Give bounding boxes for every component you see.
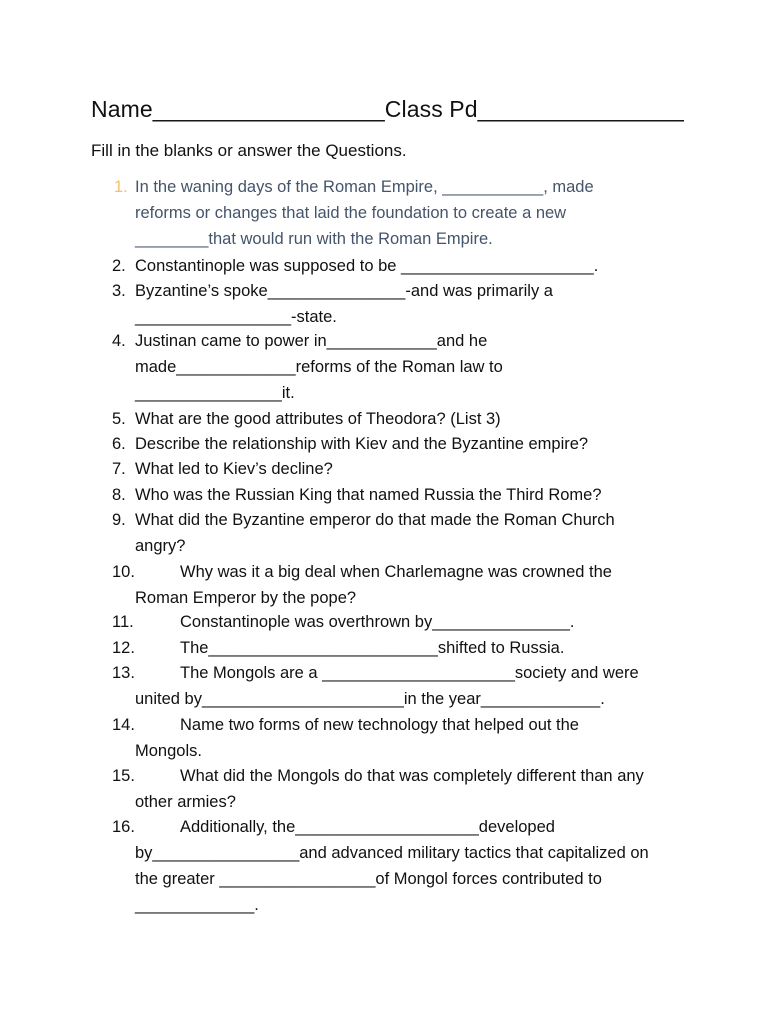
- question-text: Constantinople was supposed to be _____________________.: [135, 257, 599, 275]
- question-number: 2.: [112, 257, 126, 275]
- question-number: 12.: [112, 639, 135, 657]
- question-text: Roman Emperor by the pope?: [135, 589, 357, 607]
- question-number: 14.: [112, 716, 135, 734]
- question-text: Who was the Russian King that named Russia the Third Rome?: [135, 486, 602, 504]
- question-text: What did the Byzantine emperor do that made the Roman Church: [135, 511, 615, 529]
- question-text: The_________________________shifted to Russia.: [180, 639, 565, 657]
- question-text: What did the Mongols do that was completely different than any: [180, 767, 644, 785]
- question-text: What led to Kiev’s decline?: [135, 460, 333, 478]
- question-text: angry?: [135, 537, 186, 555]
- question-number: 3.: [112, 282, 126, 300]
- question-text: The Mongols are a _____________________society and were: [180, 664, 639, 682]
- question-number: 1.: [114, 178, 128, 196]
- question-number: 13.: [112, 664, 135, 682]
- question-text: united by______________________in the year_____________.: [135, 690, 605, 708]
- question-number: 7.: [112, 460, 126, 478]
- question-text: the greater _________________of Mongol forces contributed to: [135, 870, 602, 888]
- question-text: What are the good attributes of Theodora? (List 3): [135, 410, 501, 428]
- question-text: _________________-state.: [135, 308, 337, 326]
- question-number: 5.: [112, 410, 126, 428]
- question-text: Byzantine’s spoke_______________-and was primarily a: [135, 282, 553, 300]
- question-number: 15.: [112, 767, 135, 785]
- question-number: 9.: [112, 511, 126, 529]
- question-number: 4.: [112, 332, 126, 350]
- question-number: 6.: [112, 435, 126, 453]
- question-text: made_____________reforms of the Roman law to: [135, 358, 503, 376]
- question-text: Why was it a big deal when Charlemagne was crowned the: [180, 563, 612, 581]
- question-text: Name two forms of new technology that helped out the: [180, 716, 579, 734]
- name-class-heading: Name__________________Class Pd________________: [91, 96, 684, 122]
- question-text: Justinan came to power in____________and he: [135, 332, 488, 350]
- question-text: Additionally, the____________________developed: [180, 818, 555, 836]
- question-number: 11.: [112, 613, 134, 631]
- question-number: 16.: [112, 818, 135, 836]
- question-text: In the waning days of the Roman Empire, ___________, made: [135, 178, 594, 196]
- question-text: reforms or changes that laid the foundation to create a new: [135, 204, 567, 222]
- question-text: other armies?: [135, 793, 236, 811]
- question-text: Mongols.: [135, 742, 202, 760]
- question-text: Describe the relationship with Kiev and the Byzantine empire?: [135, 435, 589, 453]
- question-text: ________that would run with the Roman Empire.: [135, 230, 493, 248]
- question-text: _____________.: [135, 896, 259, 914]
- question-text: by________________and advanced military tactics that capitalized on: [135, 844, 649, 862]
- question-number: 8.: [112, 486, 126, 504]
- question-text: Constantinople was overthrown by_______________.: [180, 613, 575, 631]
- instructions: Fill in the blanks or answer the Questions.: [91, 141, 407, 160]
- question-text: ________________it.: [135, 384, 295, 402]
- question-number: 10.: [112, 563, 135, 581]
